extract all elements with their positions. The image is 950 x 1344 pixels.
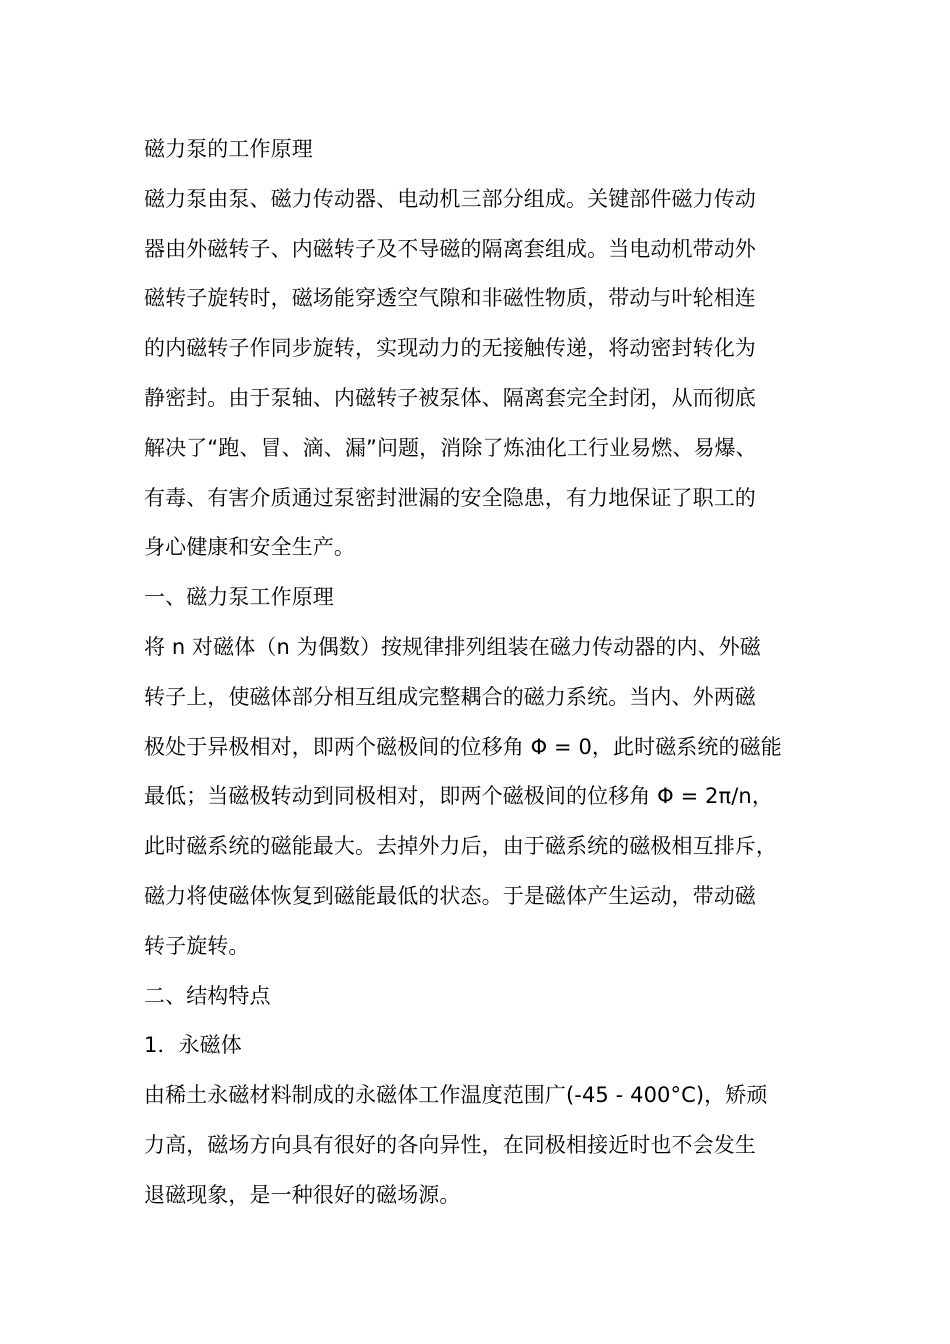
subsection-heading-magnet: 1．永磁体 (144, 1033, 242, 1058)
paragraph-magnet-line: 退磁现象，是一种很好的磁场源。 (144, 1182, 461, 1207)
paragraph-intro-line: 解决了“跑、冒、滴、漏”问题，消除了炼油化工行业易燃、易爆、 (144, 435, 757, 460)
paragraph-intro-line: 的内磁转子作同步旋转，实现动力的无接触传递，将动密封转化为 (144, 336, 756, 361)
paragraph-principle-line: 最低；当磁极转动到同极相对，即两个磁极间的位移角 Φ = 2π/n， (144, 784, 773, 809)
paragraph-intro-line: 有毒、有害介质通过泵密封泄漏的安全隐患，有力地保证了职工的 (144, 485, 756, 510)
paragraph-magnet-line: 力高，磁场方向具有很好的各向异性，在同极相接近时也不会发生 (144, 1132, 756, 1157)
document-title: 磁力泵的工作原理 (144, 137, 313, 161)
paragraph-intro-line: 器由外磁转子、内磁转子及不导磁的隔离套组成。当电动机带动外 (144, 236, 756, 261)
paragraph-principle-line: 将 n 对磁体（n 为偶数）按规律排列组装在磁力传动器的内、外磁 (144, 634, 761, 659)
paragraph-principle-line: 转子旋转。 (144, 933, 250, 958)
section-heading-structure: 二、结构特点 (144, 983, 271, 1008)
paragraph-principle-line: 此时磁系统的磁能最大。去掉外力后，由于磁系统的磁极相互排斥， (144, 834, 777, 859)
paragraph-intro-line: 磁转子旋转时，磁场能穿透空气隙和非磁性物质，带动与叶轮相连 (144, 286, 756, 311)
paragraph-principle-line: 转子上，使磁体部分相互组成完整耦合的磁力系统。当内、外两磁 (144, 684, 756, 709)
paragraph-principle-line: 极处于异极相对，即两个磁极间的位移角 Φ = 0，此时磁系统的磁能 (144, 734, 782, 759)
paragraph-principle-line: 磁力将使磁体恢复到磁能最低的状态。于是磁体产生运动，带动磁 (144, 883, 756, 908)
section-heading-principle: 一、磁力泵工作原理 (144, 585, 334, 610)
document-page (144, 125, 824, 1221)
paragraph-intro-line: 静密封。由于泵轴、内磁转子被泵体、隔离套完全封闭，从而彻底 (144, 385, 756, 410)
paragraph-intro-line: 磁力泵由泵、磁力传动器、电动机三部分组成。关键部件磁力传动 (144, 186, 756, 211)
paragraph-magnet-line: 由稀土永磁材料制成的永磁体工作温度范围广(-45 - 400°C)，矫顽 (144, 1083, 768, 1108)
paragraph-intro-line: 身心健康和安全生产。 (144, 535, 355, 560)
